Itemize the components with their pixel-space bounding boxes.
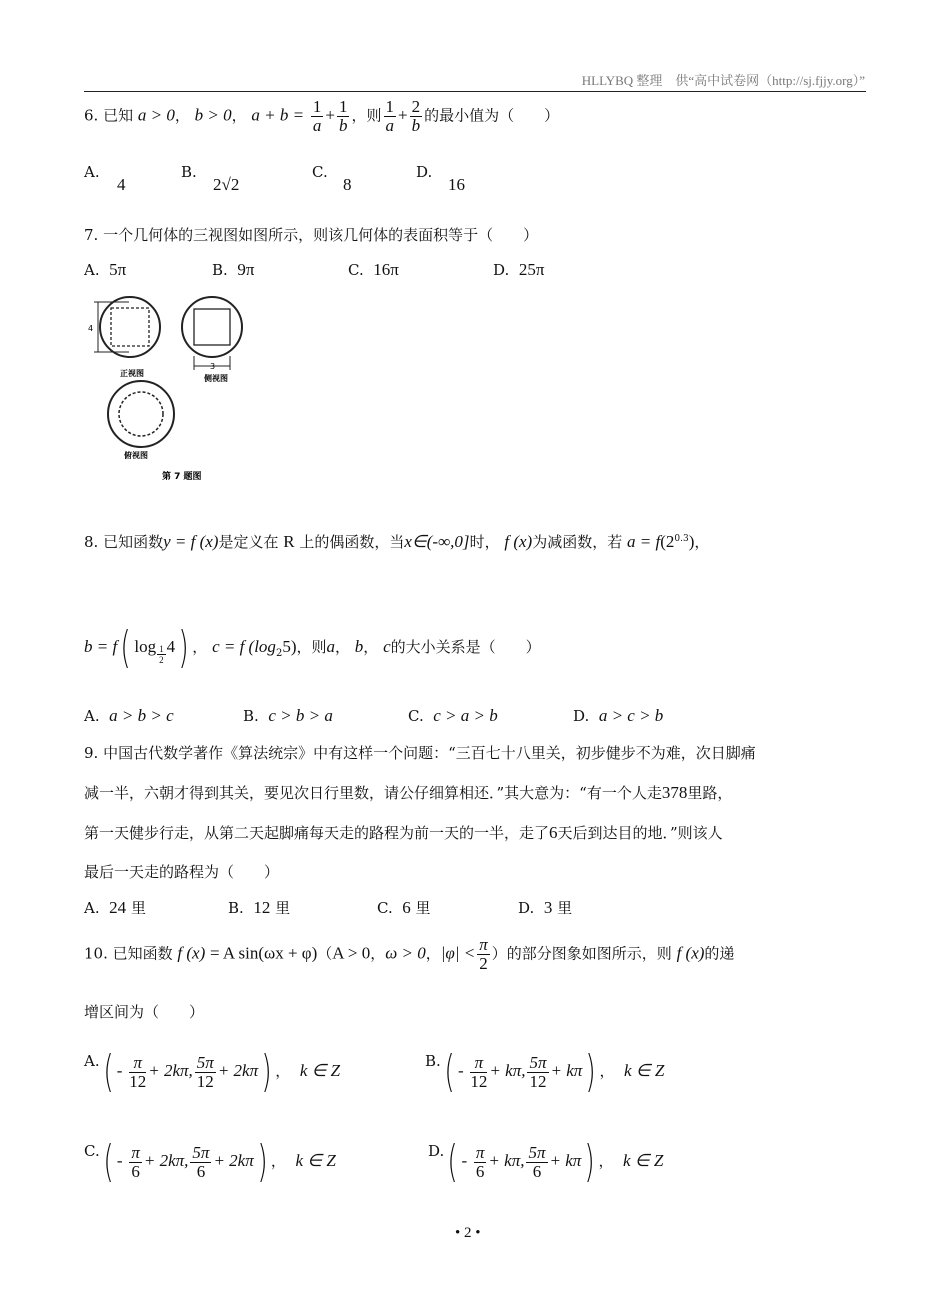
q9-option-d: D. 3 里 (518, 898, 573, 917)
question-9-line-3: 第一天健步行走，从第二天起脚痛每天走的路程为前一天的一半，走了6天后到达目的地．”则该人 (84, 823, 723, 842)
question-8-line-1: 8. 已知函数y = f (x)是定义在 R 上的偶函数，当x∈(-∞,0]时， f (x)为减函数，若 $a = f(2^{0.3})$， (84, 532, 710, 551)
q6-option-b: B. (181, 163, 197, 181)
side-view-label: 侧视图 (204, 374, 228, 383)
q6-frac-1b: $\frac{1}{b}$ (338, 97, 348, 135)
question-6: 6. 已知 a > 0， b > 0， a + b = $\frac{1}{a}$ + $\frac{1}{b}$ ，则 $\frac{1}{a}$ + $\frac{2}{b}$ 的最小值为（ ） (84, 97, 560, 135)
q7-three-view-figure (84, 292, 264, 487)
question-8-line-2: b = f( log $\frac{1}{2}$ 4) ， c = f $(\log_25)$，则a， b， c的大小关系是（ ） (84, 622, 541, 673)
q8-option-a: A. a > b > c (84, 706, 174, 725)
q8-option-c: C. c > a > b (408, 706, 498, 725)
q6-option-c-value: 8 (343, 175, 352, 194)
q10-option-d: D.( - $\frac{\pi}{6}$ + kπ, $\frac{5\pi}{6}$ + kπ) ， k ∈ Z (428, 1136, 664, 1187)
q8-interval: x∈(-∞,0] (404, 532, 470, 551)
q10-option-c: C.( - $\frac{\pi}{6}$ + 2kπ, $\frac{5\pi}{6}$ + 2kπ) ， k ∈ Z (84, 1136, 336, 1187)
q8-log-base-half: $\frac{1}{2}$ (159, 643, 164, 665)
q8-option-d: D. a > c > b (573, 706, 664, 725)
top-view (108, 381, 174, 460)
q10-option-b: B.( - $\frac{\pi}{12}$ + kπ, $\frac{5\pi}{12}$ + kπ) ， k ∈ Z (425, 1046, 665, 1097)
q6-suffix: 的最小值为（ ） (424, 106, 560, 125)
q7-option-b: B. 9π (212, 260, 255, 279)
q7-option-a: A. 5π (84, 260, 127, 279)
q6-plus: + (325, 105, 335, 125)
q6-frac-2b: $\frac{2}{b}$ (411, 97, 421, 135)
q6-option-b-value: 2√2 (213, 175, 240, 194)
question-7: 7. 一个几何体的三视图如图所示，则该几何体的表面积等于（ ） (84, 226, 539, 244)
q6-option-d-value: 16 (448, 175, 465, 194)
q6-then: ，则 (351, 106, 382, 125)
question-9-line-2: 减一半，六朝才得到其关，要见次日行里数，请公仔细算相还．”其大意为：“有一个人走378里路， (84, 783, 733, 802)
q8-R: R (283, 532, 295, 551)
front-view-label: 正视图 (120, 369, 144, 378)
header-rule (84, 91, 866, 92)
q10-option-a: A.( - $\frac{\pi}{12}$ + 2kπ, $\frac{5\pi}{12}$ + 2kπ) ， k ∈ Z (84, 1046, 341, 1097)
page-number: • 2 • (455, 1225, 481, 1241)
q6-option-a-value: 4 (117, 175, 126, 194)
q6-plus-2: + (398, 105, 408, 125)
q8-b-def: b = f (84, 637, 118, 656)
q6-eq-lhs: a + b = (251, 105, 305, 125)
q6-frac-2a: $\frac{1}{a}$ (385, 97, 394, 135)
q6-cond-a: a > 0 (137, 105, 175, 125)
q9-option-a: A. 24 里 (84, 898, 146, 917)
question-9-line-1: 9. 中国古代数学著作《算法统宗》中有这样一个问题：“三百七十八里关，初步健步不为难，次日脚痛 (84, 744, 756, 762)
question-10-line-1: 10. 已知函数 f (x) = A sin(ωx + φ)（A > 0，ω > 0，|φ| < $\frac{\pi}{2}$ ）的部分图象如图所示，则 f (x)的递 (84, 935, 735, 973)
q10-pi-over-2: $\frac{\pi}{2}$ (479, 935, 488, 973)
q9-option-b: B. 12 里 (228, 898, 291, 917)
q8-c-def: c = f (log (212, 637, 276, 656)
q6-option-a: A. (84, 163, 100, 181)
side-dim: 3 (210, 362, 216, 371)
q8-a-def: a = f (627, 532, 661, 551)
question-9-line-4: 最后一天走的路程为（ ） (84, 863, 280, 881)
top-view-label: 俯视图 (124, 451, 148, 460)
q8-fx-2: f (x) (504, 532, 533, 551)
q9-option-c: C. 6 里 (377, 898, 431, 917)
question-10-line-2: 增区间为（ ） (84, 1003, 205, 1021)
q6-cond-b: b > 0 (194, 105, 232, 125)
figure-caption: 第 7 题图 (162, 472, 202, 482)
front-view (88, 297, 160, 378)
page-header: HLLYBQ 整理 供“高中试卷网（http://sj.fjjy.org）” (581, 73, 865, 88)
q7-option-d: D. 25π (493, 260, 545, 279)
q8-fx: y = f (x) (163, 532, 219, 551)
q6-frac-1a: $\frac{1}{a}$ (312, 97, 322, 135)
q6-option-d: D. (416, 163, 433, 181)
q6-prefix: 6. 已知 (84, 106, 134, 125)
q7-option-c: C. 16π (348, 260, 399, 279)
q6-option-c: C. (312, 163, 328, 181)
side-view (182, 297, 242, 383)
front-dim: 4 (88, 324, 94, 333)
q8-option-b: B. c > b > a (243, 706, 333, 725)
